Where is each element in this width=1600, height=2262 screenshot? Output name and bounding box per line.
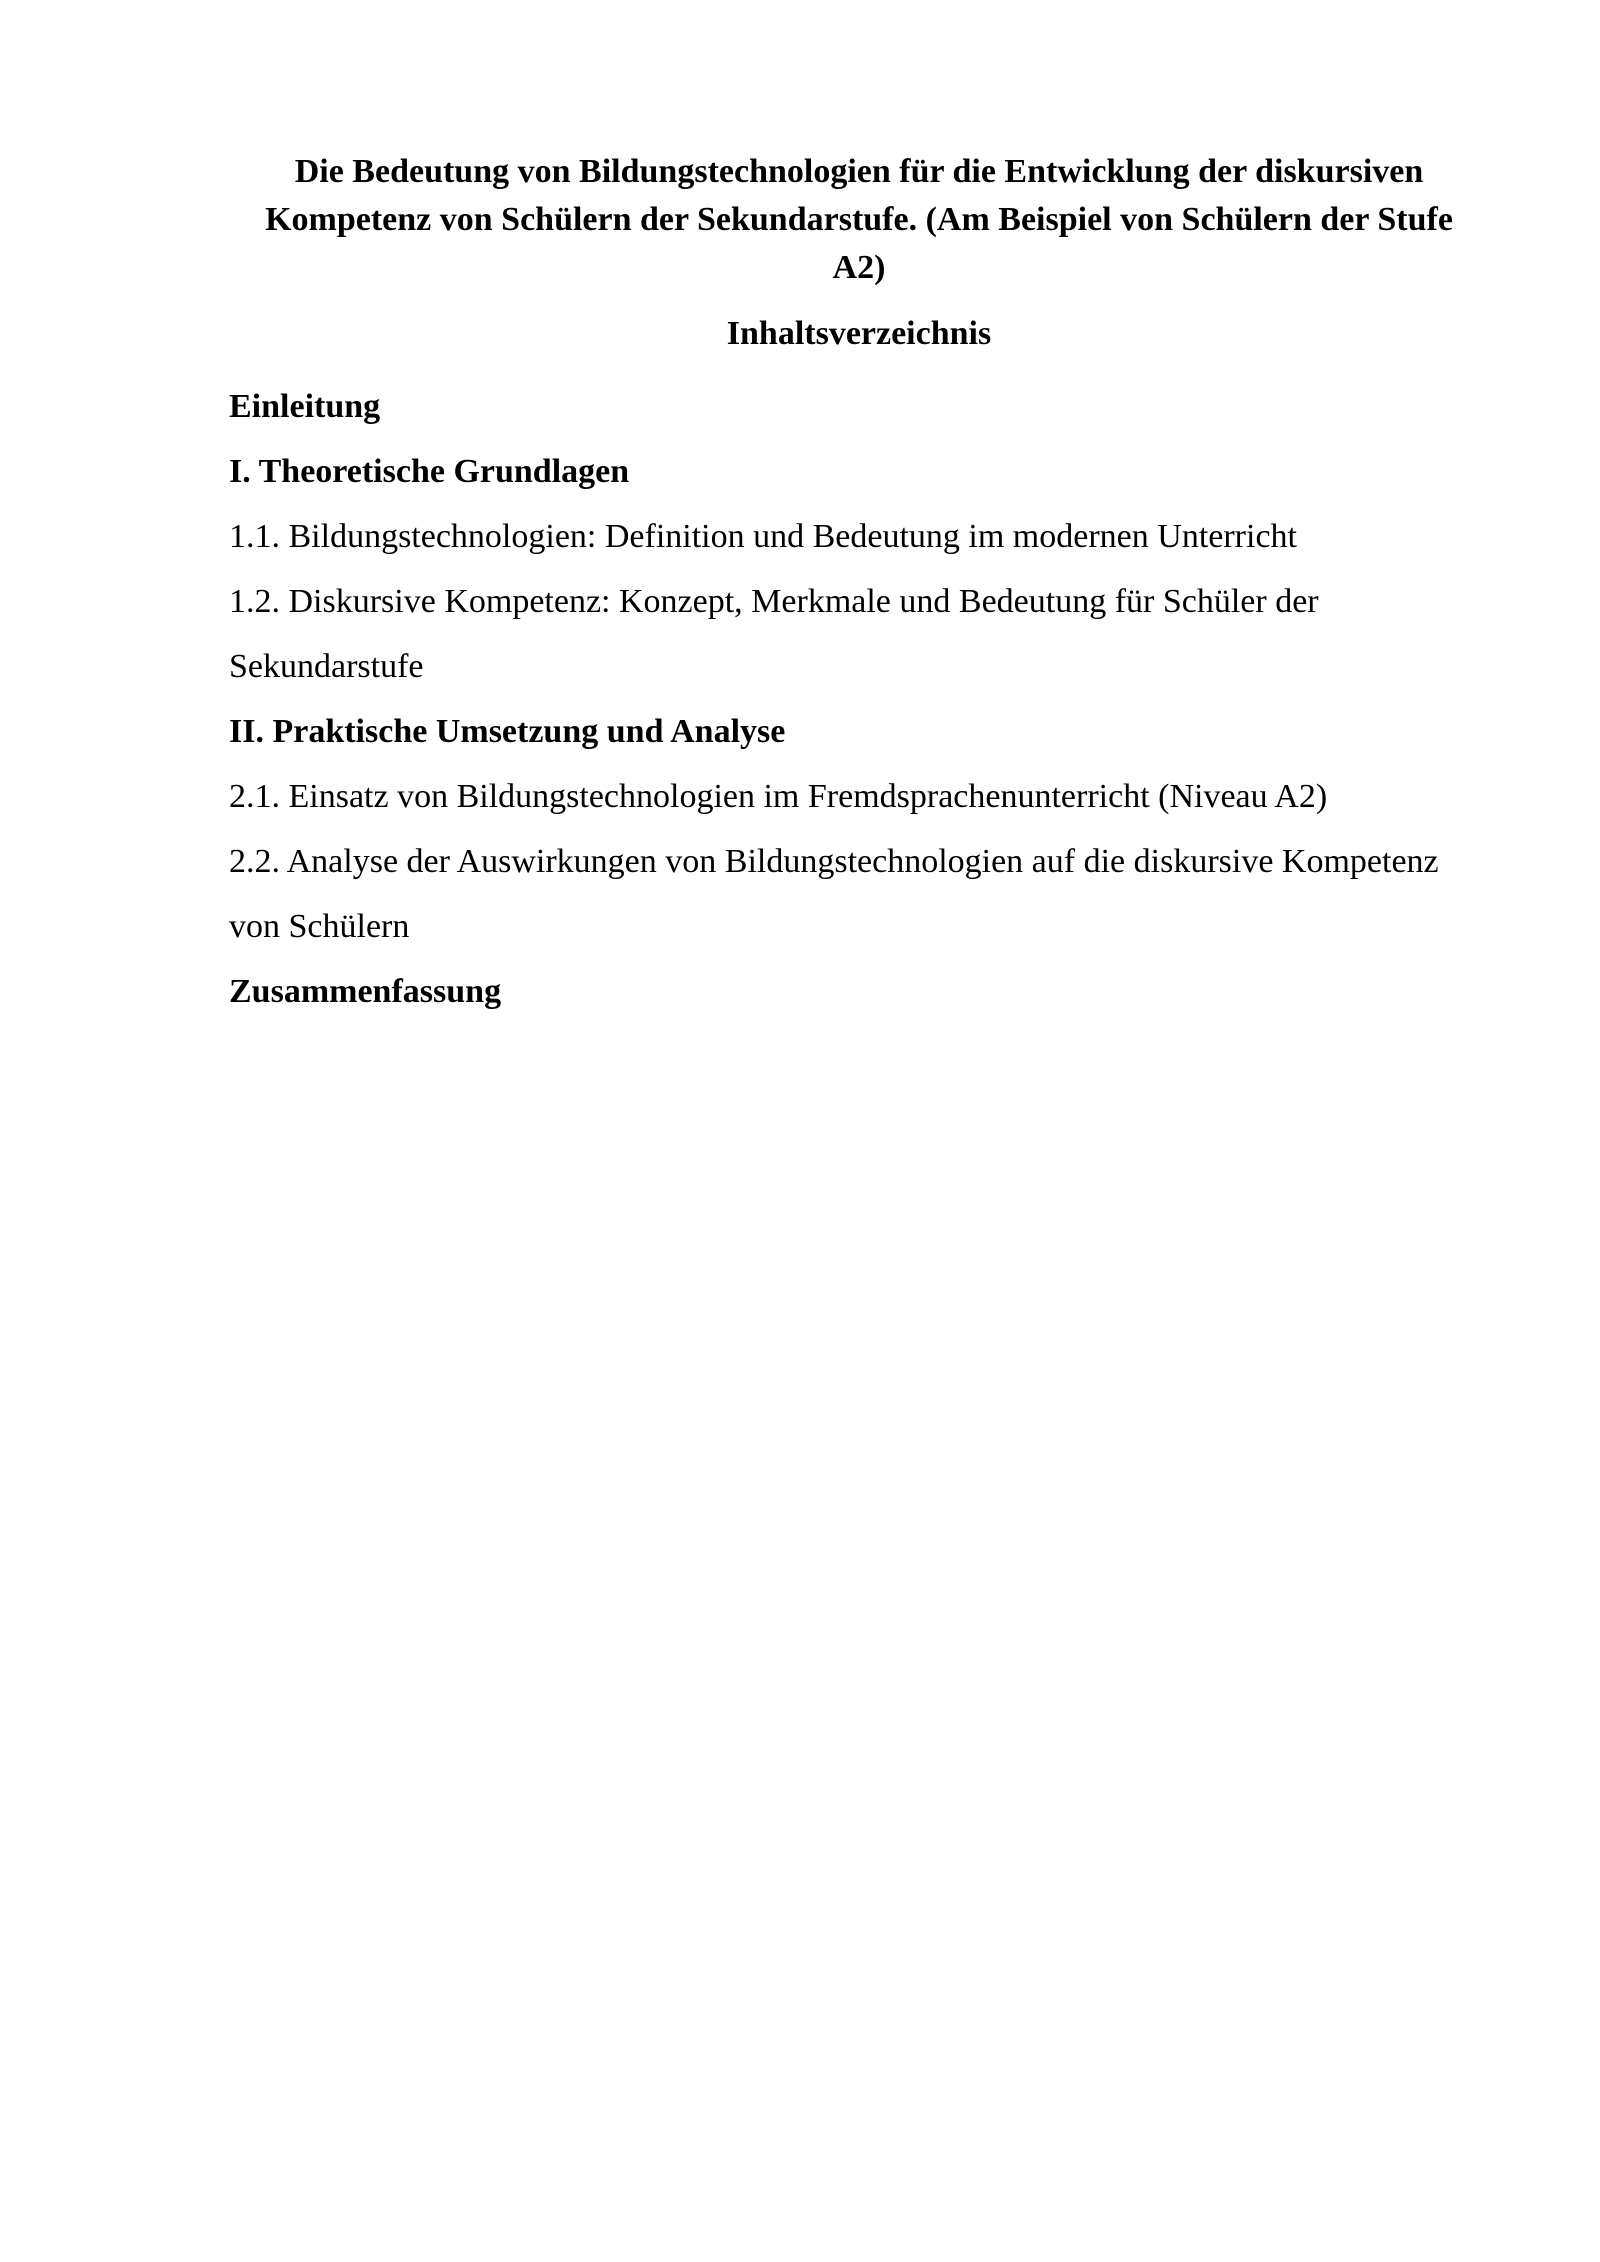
- toc-item-part-2: II. Praktische Umsetzung und Analyse: [229, 713, 786, 750]
- toc-item-summary: Zusammenfassung: [229, 973, 502, 1010]
- toc-item-2-2: 2.2. Analyse der Auswirkungen von Bildungstechnologien auf die diskursive Kompetenz von Schülern: [229, 843, 1439, 945]
- toc-item-1-1: 1.1. Bildungstechnologien: Definition und Bedeutung im modernen Unterricht: [229, 518, 1297, 555]
- toc-item-part-1: I. Theoretische Grundlagen: [229, 453, 630, 490]
- toc-item-2-1: 2.1. Einsatz von Bildungstechnologien im Fremdsprachenunterricht (Niveau A2): [229, 778, 1328, 815]
- toc-item-introduction: Einleitung: [229, 388, 381, 425]
- toc-heading: Inhaltsverzeichnis: [726, 315, 992, 352]
- table-of-contents: [229, 374, 1489, 1024]
- toc-item-1-2: 1.2. Diskursive Kompetenz: Konzept, Merkmale und Bedeutung für Schüler der Sekundarstufe: [229, 583, 1319, 685]
- document-content: [229, 148, 1489, 1024]
- document-title: Die Bedeutung von Bildungstechnologien für die Entwicklung der diskursiven Kompetenz von Schülern der Sekundarstufe. (Am Beispiel von Schülern der Stufe A2): [265, 153, 1453, 286]
